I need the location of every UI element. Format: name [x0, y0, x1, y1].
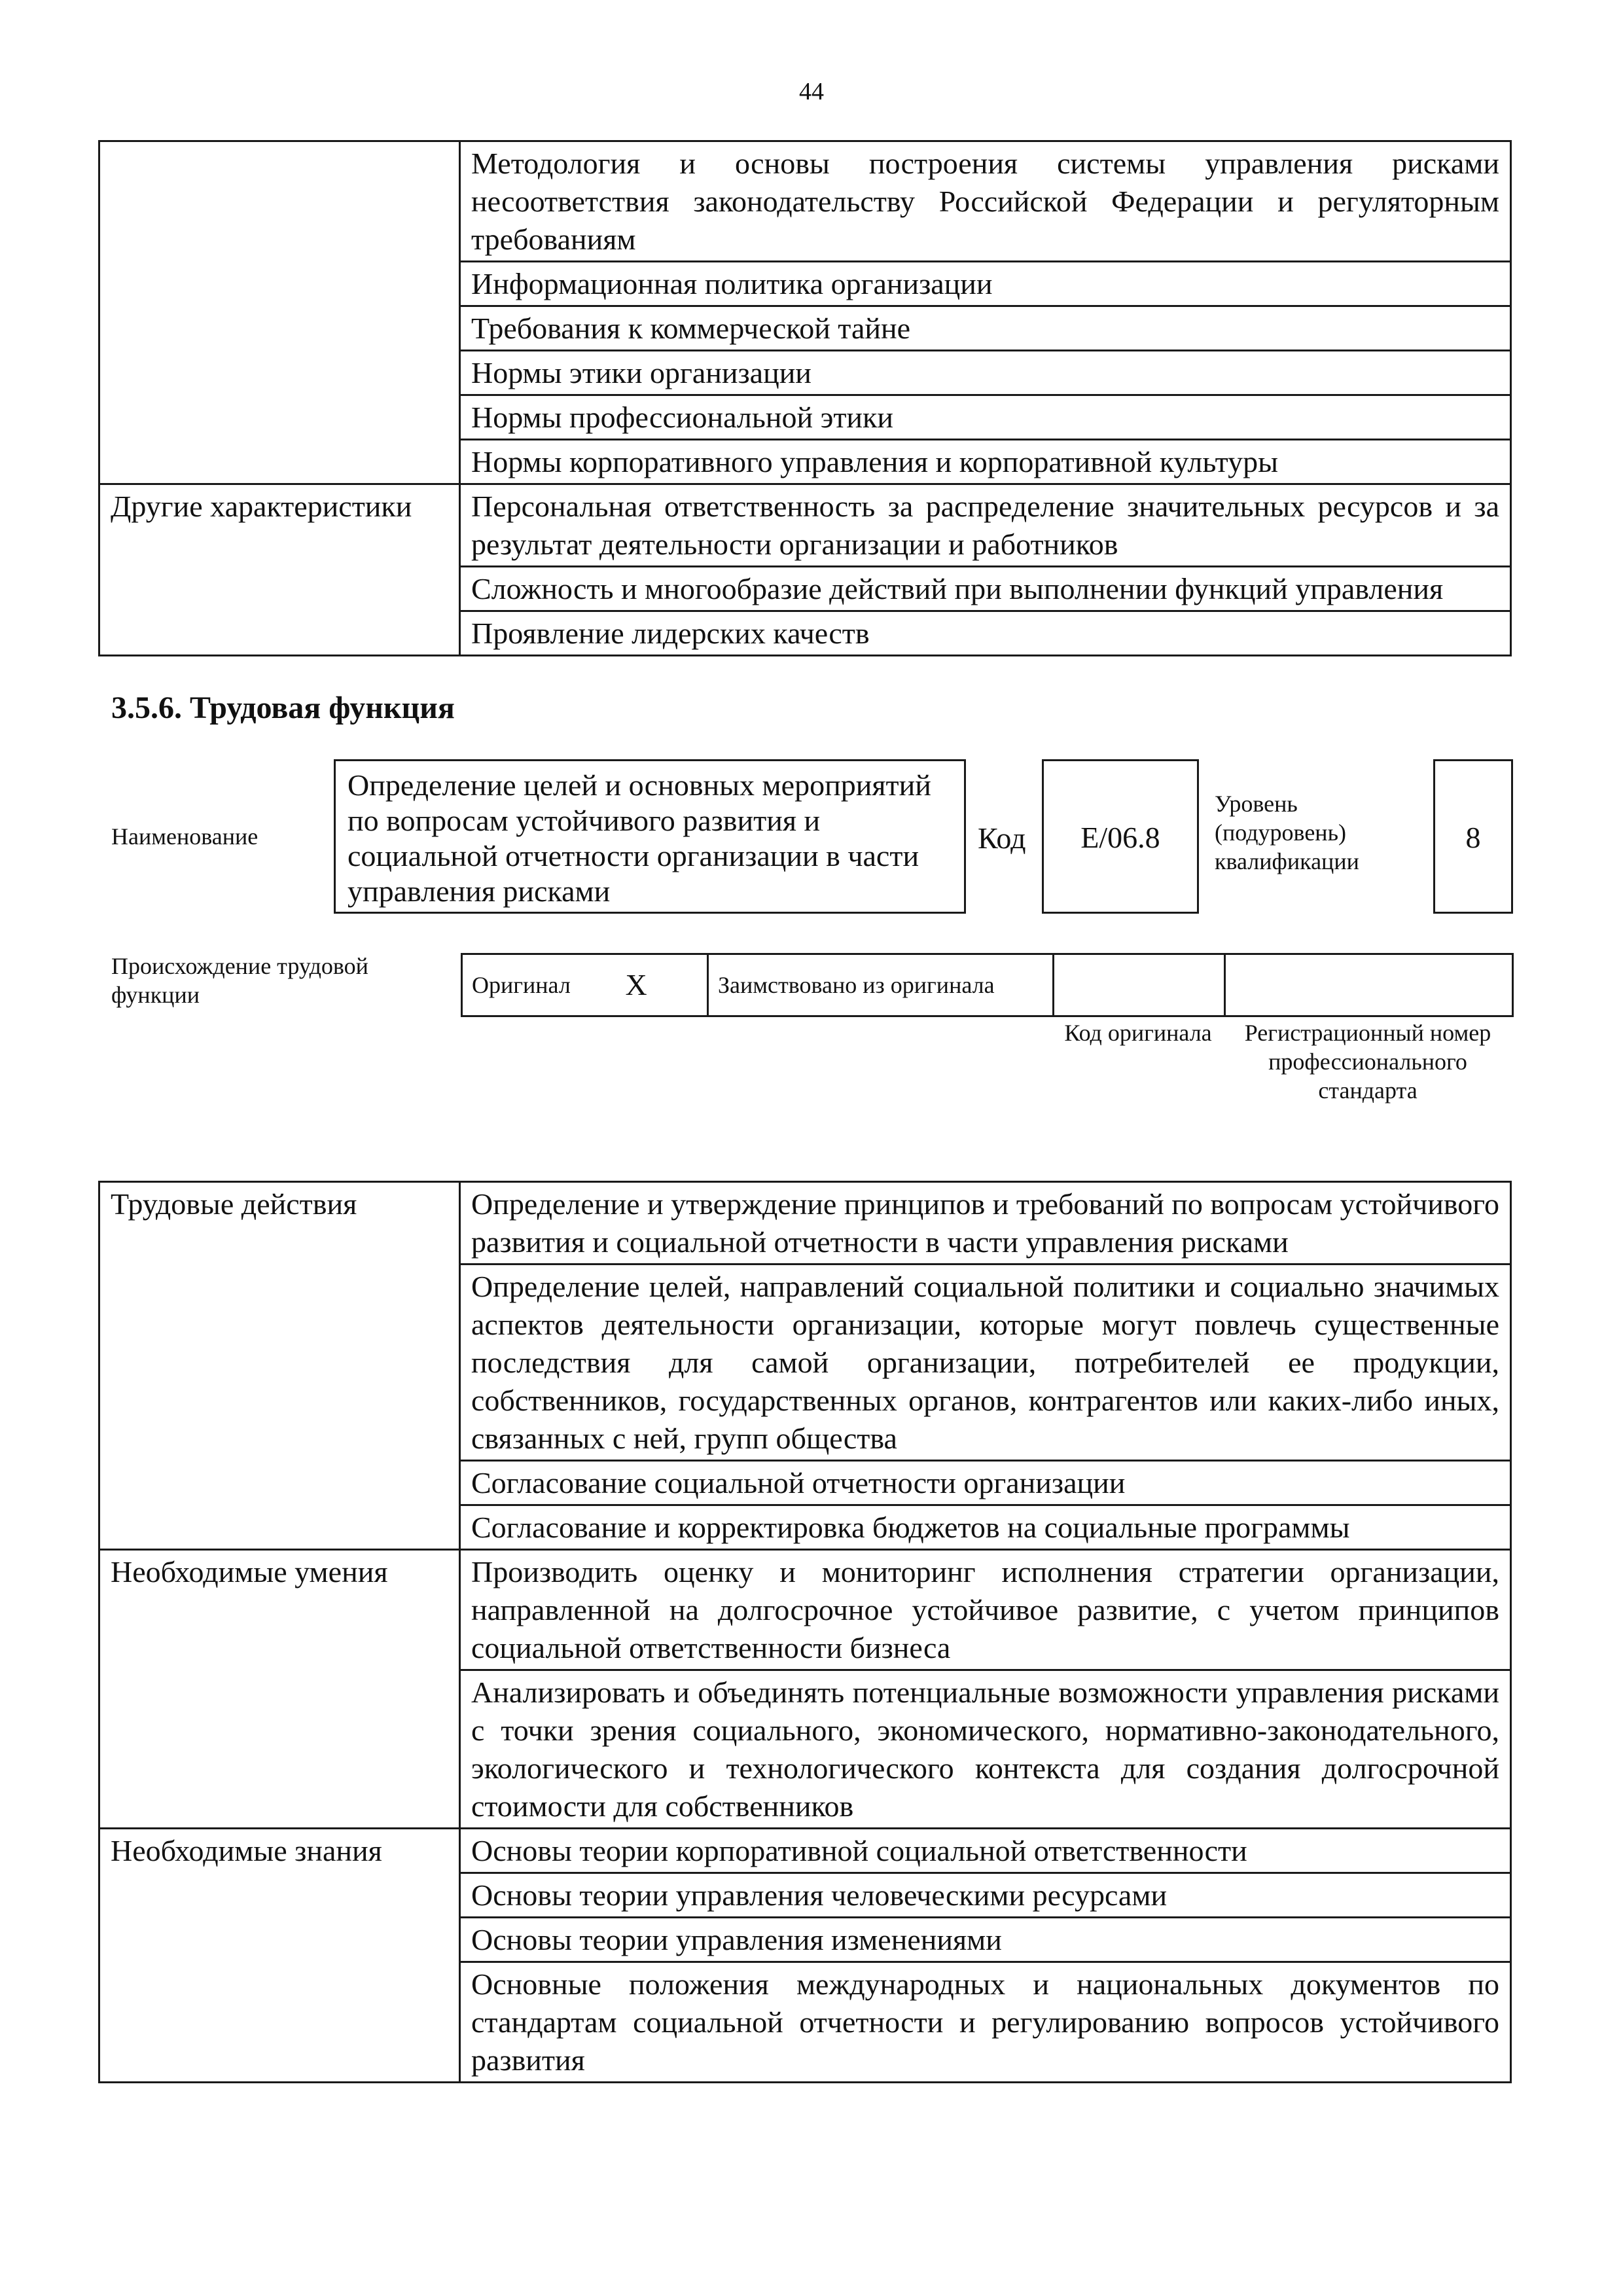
- labor-function-table: [98, 1181, 1512, 2083]
- table-cell: Нормы этики организации: [460, 351, 1511, 395]
- origin-table: [461, 953, 1514, 1017]
- original-code-cell: [1054, 954, 1225, 1016]
- characteristics-table: [98, 140, 1512, 656]
- page-number: 44: [799, 78, 824, 105]
- row-label: Необходимые знания: [99, 1829, 460, 2083]
- name-label: Наименование: [111, 823, 259, 850]
- row-label: Необходимые умения: [99, 1550, 460, 1829]
- origin-label: Происхождение трудовой функции: [111, 953, 368, 1008]
- table-cell: Согласование социальной отчетности организации: [460, 1461, 1511, 1505]
- table-row: [99, 1550, 1511, 1670]
- table-row: [99, 141, 1511, 262]
- borrowed-label: Заимствовано из оригинала: [708, 954, 1054, 1016]
- table-cell: Нормы корпоративного управления и корпоративной культуры: [460, 440, 1511, 484]
- table-cell: Проявление лидерских качеств: [460, 611, 1511, 656]
- table-cell: Производить оценку и мониторинг исполнения стратегии организации, направленной на долгосрочное устойчивое развитие, с учетом принципов социальной ответственности бизнеса: [460, 1550, 1511, 1670]
- reg-number-cell: [1225, 954, 1513, 1016]
- table-cell: Сложность и многообразие действий при выполнении функций управления: [460, 567, 1511, 611]
- reg-caption: Регистрационный номер профессионального стандарта: [1244, 1020, 1491, 1103]
- table-cell: Основы теории управления изменениями: [460, 1918, 1511, 1962]
- function-name-box: Определение целей и основных мероприятий по вопросам устойчивого развития и социальной отчетности организации в части управления рисками: [334, 759, 966, 914]
- row-label: Трудовые действия: [99, 1182, 460, 1550]
- table-cell: Нормы профессиональной этики: [460, 395, 1511, 440]
- row-label: [99, 141, 460, 484]
- table-row: [99, 484, 1511, 567]
- table-cell: Персональная ответственность за распределение значительных ресурсов и за результат деятельности организации и работников: [460, 484, 1511, 567]
- level-value-box: 8: [1433, 759, 1513, 914]
- table-cell: Основы теории корпоративной социальной ответственности: [460, 1829, 1511, 1873]
- table-cell: Требования к коммерческой тайне: [460, 306, 1511, 351]
- level-label: Уровень (подуровень) квалификации: [1215, 791, 1359, 874]
- table-row: [99, 1829, 1511, 1873]
- row-label: Другие характеристики: [99, 484, 460, 656]
- table-row: [99, 1182, 1511, 1265]
- section-title: 3.5.6. Трудовая функция: [111, 691, 455, 725]
- table-cell: Методология и основы построения системы управления рисками несоответствия законодательству Российской Федерации и регуляторным требованиям: [460, 141, 1511, 262]
- table-cell: Согласование и корректировка бюджетов на социальные программы: [460, 1505, 1511, 1550]
- table-cell: Определение и утверждение принципов и требований по вопросам устойчивого развития и социальной отчетности в части управления рисками: [460, 1182, 1511, 1265]
- code-label: Код: [978, 821, 1026, 855]
- table-cell: Анализировать и объединять потенциальные возможности управления рисками с точки зрения социального, экономического, нормативно-законодательного, экологического и технологического контекста для создания долгосрочной стоимости для собственников: [460, 1670, 1511, 1829]
- table-cell: Основные положения международных и национальных документов по стандартам социальной отчетности и регулированию вопросов устойчивого развития: [460, 1962, 1511, 2083]
- original-mark: X: [616, 954, 708, 1016]
- function-code-box: E/06.8: [1042, 759, 1199, 914]
- table-cell: Основы теории управления человеческими ресурсами: [460, 1873, 1511, 1918]
- table-cell: Определение целей, направлений социальной политики и социально значимых аспектов деятельности организации, которые могут повлечь существенные последствия для самой организации, потребителей ее продукции, собственников, государственных органов, контрагентов или каких-либо иных, связанных с ней, групп общества: [460, 1265, 1511, 1461]
- original-label: Оригинал: [462, 954, 616, 1016]
- code-caption: Код оригинала: [1064, 1020, 1212, 1046]
- table-cell: Информационная политика организации: [460, 262, 1511, 306]
